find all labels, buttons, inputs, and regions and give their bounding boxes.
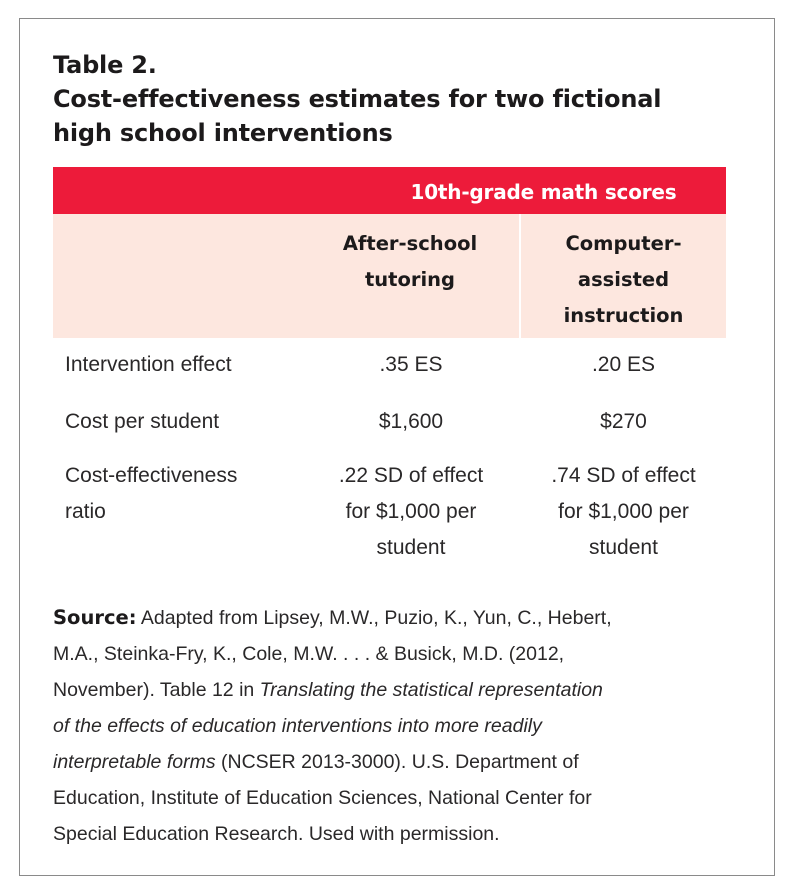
table-title [53, 48, 733, 150]
row-label-line: Cost-effectiveness [65, 464, 238, 487]
source-text: November). Table 12 in [53, 679, 260, 701]
source-line [53, 636, 753, 672]
title-line-2: high school interventions [53, 119, 393, 147]
title-line-1: Cost-effectiveness estimates for two fictional [53, 85, 662, 113]
cell-after-school: $1,600 [378, 410, 444, 433]
band-header [53, 167, 726, 214]
cell-after-school [311, 458, 511, 566]
source-line [53, 708, 753, 744]
source-text: M.A., Steinka-Fry, K., Cole, M.W. . . . & Busick, M.D. (2012, [53, 643, 565, 665]
column-header-line: tutoring [364, 268, 456, 291]
table-row-cost-effectiveness-ratio [53, 450, 726, 570]
table-row-intervention-effect [53, 338, 726, 394]
source-title-italic: Translating the statistical representation [259, 679, 603, 701]
column-header-line: instruction [563, 304, 684, 327]
cell-line: .74 SD of effect [551, 464, 696, 487]
cost-effectiveness-table [53, 167, 726, 570]
cell-computer-assisted: $270 [600, 410, 647, 433]
column-header-line: assisted [577, 268, 670, 291]
column-header-computer-assisted-instruction [521, 226, 726, 334]
column-header-line: After-school [342, 232, 478, 255]
row-label [65, 458, 315, 530]
table-number: Table 2. [53, 51, 157, 79]
source-line [53, 600, 753, 636]
cell-line: .22 SD of effect [338, 464, 484, 487]
source-label: Source: [53, 606, 137, 629]
source-title-italic: of the effects of education interventions into more readily [53, 715, 542, 737]
band-header-label: 10th-grade math scores [410, 180, 677, 204]
row-label: Cost per student [65, 410, 220, 433]
cell-computer-assisted [521, 458, 726, 566]
cell-after-school: .35 ES [379, 353, 443, 376]
cell-line: student [589, 536, 658, 559]
source-note [53, 600, 753, 852]
cell-line: for $1,000 per [558, 500, 689, 523]
source-text: (NCSER 2013-3000). U.S. Department of [215, 751, 579, 773]
source-text: Adapted from Lipsey, M.W., Puzio, K., Yun, C., Hebert, [136, 607, 612, 629]
table-row-cost-per-student [53, 394, 726, 450]
cell-line: student [376, 536, 446, 559]
source-text: Education, Institute of Education Sciences, National Center for [53, 787, 592, 809]
cell-line: for $1,000 per [345, 500, 477, 523]
row-label-line: ratio [65, 500, 106, 523]
row-label: Intervention effect [65, 353, 232, 376]
column-header-row [53, 214, 726, 338]
source-text: Special Education Research. Used with permission. [53, 823, 500, 845]
column-header-line: Computer- [565, 232, 682, 255]
cell-computer-assisted: .20 ES [591, 353, 656, 376]
source-line [53, 816, 753, 852]
column-header-after-school-tutoring [315, 226, 505, 298]
source-line [53, 780, 753, 816]
source-title-italic: interpretable forms [53, 751, 216, 773]
source-line [53, 672, 753, 708]
source-line [53, 744, 753, 780]
